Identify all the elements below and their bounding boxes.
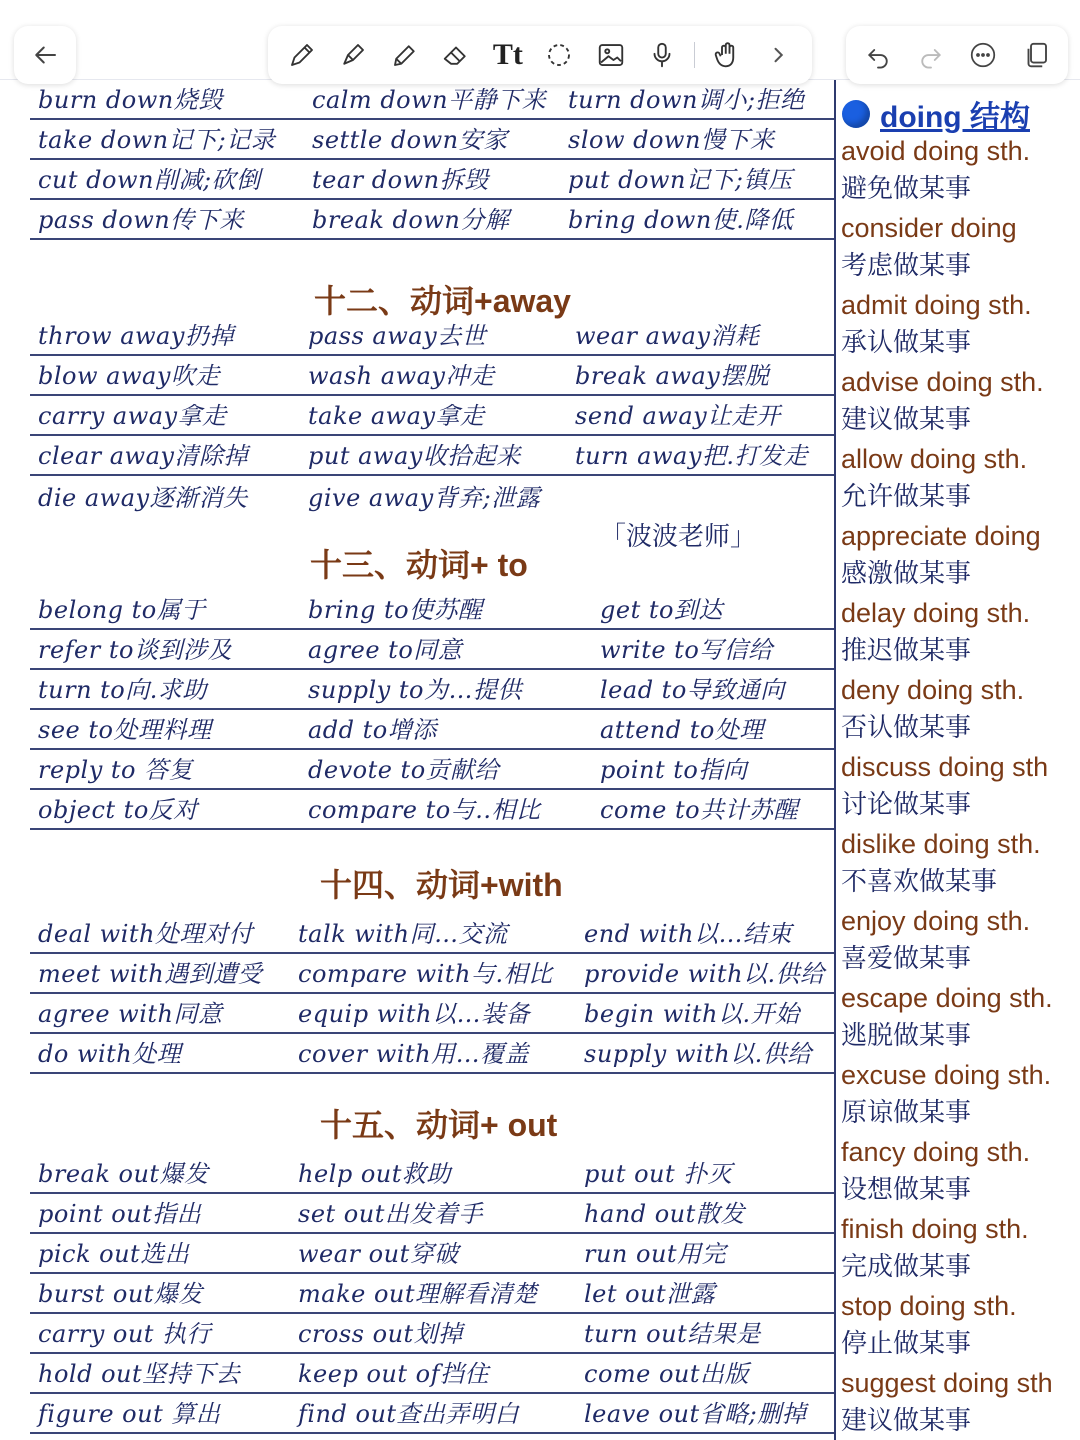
phrase: figure out 算出: [38, 1400, 221, 1428]
phrase: burst out爆发: [38, 1280, 203, 1308]
phrase-chinese: 不喜欢做某事: [841, 867, 998, 897]
phrase: slow down慢下来: [568, 126, 775, 154]
table-row: [30, 316, 834, 356]
microphone-icon[interactable]: [642, 35, 682, 75]
back-button[interactable]: [14, 26, 76, 84]
phrase: put down记下;镇压: [568, 166, 793, 194]
image-icon[interactable]: [591, 35, 631, 75]
phrase: attend to处理: [600, 716, 764, 744]
more-icon[interactable]: [963, 35, 1003, 75]
phrase: throw away扔掉: [38, 322, 234, 350]
phrase: begin with以.开始: [584, 1000, 800, 1028]
table-row: [30, 914, 834, 954]
phrase-english: fancy doing sth.: [841, 1137, 1031, 1167]
phrase: do with处理: [38, 1040, 182, 1068]
section-heading-out: 十五、动词+ out: [320, 1107, 558, 1143]
phrase-english: stop doing sth.: [841, 1291, 1017, 1321]
phrase: hold out坚持下去: [38, 1360, 241, 1388]
phrase: object to反对: [38, 796, 198, 824]
teacher-tag: 「波波老师」: [600, 522, 757, 552]
phrase: blow away吹走: [38, 362, 220, 390]
phrase: let out泄露: [584, 1280, 716, 1308]
list-item: [841, 671, 1024, 748]
phrase: refer to谈到涉及: [38, 636, 232, 664]
phrase-english: advise doing sth.: [841, 367, 1044, 397]
table-row: [30, 710, 834, 750]
panel-title: [842, 92, 1030, 136]
phrase: put out 扑灭: [584, 1160, 733, 1188]
list-item: [841, 825, 1041, 902]
phrase-chinese: 建议做某事: [841, 405, 972, 435]
phrase-chinese: 设想做某事: [841, 1175, 972, 1205]
table-row: [30, 1034, 834, 1074]
bullet-icon: [842, 100, 870, 128]
phrase-english: avoid doing sth.: [841, 136, 1031, 166]
top-toolbar: [0, 0, 1080, 80]
phrase: pass down传下来: [38, 206, 244, 234]
section-heading-away: 十二、动词+away: [314, 283, 571, 319]
phrase: get to到达: [600, 596, 723, 624]
phrase: bring to使苏醒: [308, 596, 483, 624]
list-item: [841, 979, 1053, 1056]
phrase-english: enjoy doing sth.: [841, 906, 1031, 936]
phrase-english: allow doing sth.: [841, 444, 1028, 474]
table-row: [30, 994, 834, 1034]
phrase-english: excuse doing sth.: [841, 1060, 1052, 1090]
list-item: [841, 1287, 1017, 1364]
phrase: agree with同意: [38, 1000, 223, 1028]
phrase: see to处理料理: [38, 716, 212, 744]
phrase-chinese: 停止做某事: [841, 1329, 972, 1359]
table-row: [30, 1354, 834, 1394]
phrase: burn down烧毁: [38, 86, 223, 114]
list-item: [841, 1133, 1030, 1210]
list-item: [841, 902, 1030, 979]
phrase-english: discuss doing sth: [841, 752, 1049, 782]
pencil-icon[interactable]: [385, 35, 425, 75]
list-item: [841, 132, 1030, 209]
phrase: run out用完: [584, 1240, 727, 1268]
chevron-right-icon[interactable]: [758, 35, 798, 75]
drawing-tools: [268, 26, 812, 84]
phrase: break out爆发: [38, 1160, 209, 1188]
table-row: [30, 160, 834, 200]
list-item: [841, 1364, 1053, 1440]
phrase: break away摆脱: [575, 362, 770, 390]
phrase-english: consider doing: [841, 213, 1017, 243]
phrase: come out出版: [584, 1360, 750, 1388]
table-row: [30, 356, 834, 396]
phrase: pick out选出: [38, 1240, 190, 1268]
phrase: take away拿走: [308, 402, 485, 430]
list-item: [841, 517, 1041, 594]
table-row: [30, 476, 834, 516]
list-item: [841, 594, 1030, 671]
phrase-chinese: 推迟做某事: [841, 636, 972, 666]
table-row: [30, 80, 834, 120]
phrase: lead to导致通向: [600, 676, 785, 704]
gesture-icon[interactable]: [707, 35, 747, 75]
phrase: end with以…结束: [584, 920, 792, 948]
list-item: [841, 286, 1032, 363]
section-heading-with: 十四、动词+with: [320, 867, 563, 903]
phrase-chinese: 感激做某事: [841, 559, 972, 589]
phrase: belong to属于: [38, 596, 206, 624]
phrase-english: admit doing sth.: [841, 290, 1032, 320]
phrase: die away逐渐消失: [38, 484, 248, 512]
phrase: break down分解: [312, 206, 510, 234]
pages-icon[interactable]: [1016, 35, 1056, 75]
phrase: turn down调小;拒绝: [568, 86, 805, 114]
list-item: [841, 1210, 1029, 1287]
phrase: write to写信给: [600, 636, 773, 664]
list-item: [841, 748, 1048, 825]
phrase: settle down安家: [312, 126, 508, 154]
phrase-english: delay doing sth.: [841, 598, 1031, 628]
phrase: put away收拾起来: [308, 442, 521, 470]
phrase-chinese: 允许做某事: [841, 482, 972, 512]
phrase-english: appreciate doing: [841, 521, 1041, 551]
table-row: [30, 1314, 834, 1354]
phrase: equip with以…装备: [298, 1000, 531, 1028]
phrase-chinese: 考虑做某事: [841, 251, 972, 281]
phrase: add to增添: [308, 716, 437, 744]
phrase: turn out结果是: [584, 1320, 761, 1348]
phrase: make out理解看清楚: [298, 1280, 538, 1308]
pen-icon[interactable]: [282, 35, 322, 75]
phrase: supply to为…提供: [308, 676, 522, 704]
text-tool-icon[interactable]: [488, 35, 528, 75]
table-row: [30, 1194, 834, 1234]
table-row: [30, 590, 834, 630]
panel-title-text: doing 结构: [880, 101, 1030, 134]
phrase: agree to同意: [308, 636, 463, 664]
phrase-chinese: 喜爱做某事: [841, 944, 972, 974]
phrase: find out查出弄明白: [298, 1400, 520, 1428]
phrase: point out指出: [38, 1200, 202, 1228]
phrase-chinese: 完成做某事: [841, 1252, 972, 1282]
phrase: provide with以.供给: [584, 960, 825, 988]
phrase: reply to 答复: [38, 756, 194, 784]
phrase: turn to向.求助: [38, 676, 207, 704]
toolbar-separator: [694, 42, 695, 68]
phrase: devote to贡献给: [308, 756, 500, 784]
table-row: [30, 630, 834, 670]
table-row: [30, 670, 834, 710]
undo-icon[interactable]: [858, 35, 898, 75]
phrase: carry out 执行: [38, 1320, 212, 1348]
list-item: [841, 1056, 1051, 1133]
phrase-english: dislike doing sth.: [841, 829, 1041, 859]
phrase: turn away把.打发走: [575, 442, 809, 470]
back-arrow-icon[interactable]: [25, 35, 65, 75]
phrase: wear away消耗: [575, 322, 760, 350]
phrase-chinese: 逃脱做某事: [841, 1021, 972, 1051]
phrase-english: suggest doing sth: [841, 1368, 1053, 1398]
list-item: [841, 363, 1044, 440]
phrase: keep out of挡住: [298, 1360, 489, 1388]
phrase: point to指向: [600, 756, 748, 784]
table-row: [30, 1234, 834, 1274]
phrase: pass away去世: [308, 322, 487, 350]
doing-structure-panel: [836, 80, 1080, 1440]
phrase: give away背弃;泄露: [308, 484, 541, 512]
list-item: [841, 209, 1017, 286]
page-actions: [846, 26, 1068, 84]
phrase: wear out穿破: [298, 1240, 459, 1268]
phrase-english: deny doing sth.: [841, 675, 1025, 705]
phrase: take down记下;记录: [38, 126, 276, 154]
phrase: leave out省略;删掉: [584, 1400, 807, 1428]
phrase-english: escape doing sth.: [841, 983, 1053, 1013]
table-row: [30, 790, 834, 830]
redo-icon[interactable]: [911, 35, 951, 75]
lasso-icon[interactable]: [539, 35, 579, 75]
phrase-chinese: 建议做某事: [841, 1406, 972, 1436]
phrase: carry away拿走: [38, 402, 227, 430]
table-row: [30, 396, 834, 436]
phrase-english: finish doing sth.: [841, 1214, 1029, 1244]
phrase: calm down平静下来: [312, 86, 547, 114]
phrase-chinese: 讨论做某事: [841, 790, 972, 820]
phrase: set out出发着手: [298, 1200, 483, 1228]
phrase: send away让走开: [575, 402, 781, 430]
phrase: cover with用…覆盖: [298, 1040, 530, 1068]
table-row: [30, 1154, 834, 1194]
phrase: wash away冲走: [308, 362, 495, 390]
phrase: hand out散发: [584, 1200, 745, 1228]
phrase: supply with以.供给: [584, 1040, 812, 1068]
phrase-chinese: 承认做某事: [841, 328, 972, 358]
table-row: [30, 1394, 834, 1434]
phrase: deal with处理对付: [38, 920, 253, 948]
phrase: bring down使.降低: [568, 206, 794, 234]
phrase: cross out划掉: [298, 1320, 463, 1348]
phrase: meet with遇到遭受: [38, 960, 263, 988]
phrase: talk with同…交流: [298, 920, 508, 948]
phrase: cut down削减;砍倒: [38, 166, 261, 194]
phrase: compare with与.相比: [298, 960, 553, 988]
table-row: [30, 436, 834, 476]
table-row: [30, 750, 834, 790]
phrase-chinese: 否认做某事: [841, 713, 972, 743]
table-row: [30, 954, 834, 994]
text-tool-label: Tt: [492, 38, 523, 71]
phrase: compare to与..相比: [308, 796, 541, 824]
table-row: [30, 1274, 834, 1314]
table-row: [30, 120, 834, 160]
phrase-chinese: 原谅做某事: [841, 1098, 972, 1128]
section-heading-to: 十三、动词+ to: [310, 547, 528, 583]
list-item: [841, 440, 1027, 517]
phrase-chinese: 避免做某事: [841, 174, 972, 204]
table-row: [30, 200, 834, 240]
eraser-icon[interactable]: [436, 35, 476, 75]
highlighter-icon[interactable]: [333, 35, 373, 75]
phrase: tear down拆毁: [312, 166, 489, 194]
phrase: come to共计苏醒: [600, 796, 799, 824]
note-page[interactable]: [0, 80, 834, 1440]
phrase: clear away清除掉: [38, 442, 248, 470]
phrase: help out救助: [298, 1160, 451, 1188]
